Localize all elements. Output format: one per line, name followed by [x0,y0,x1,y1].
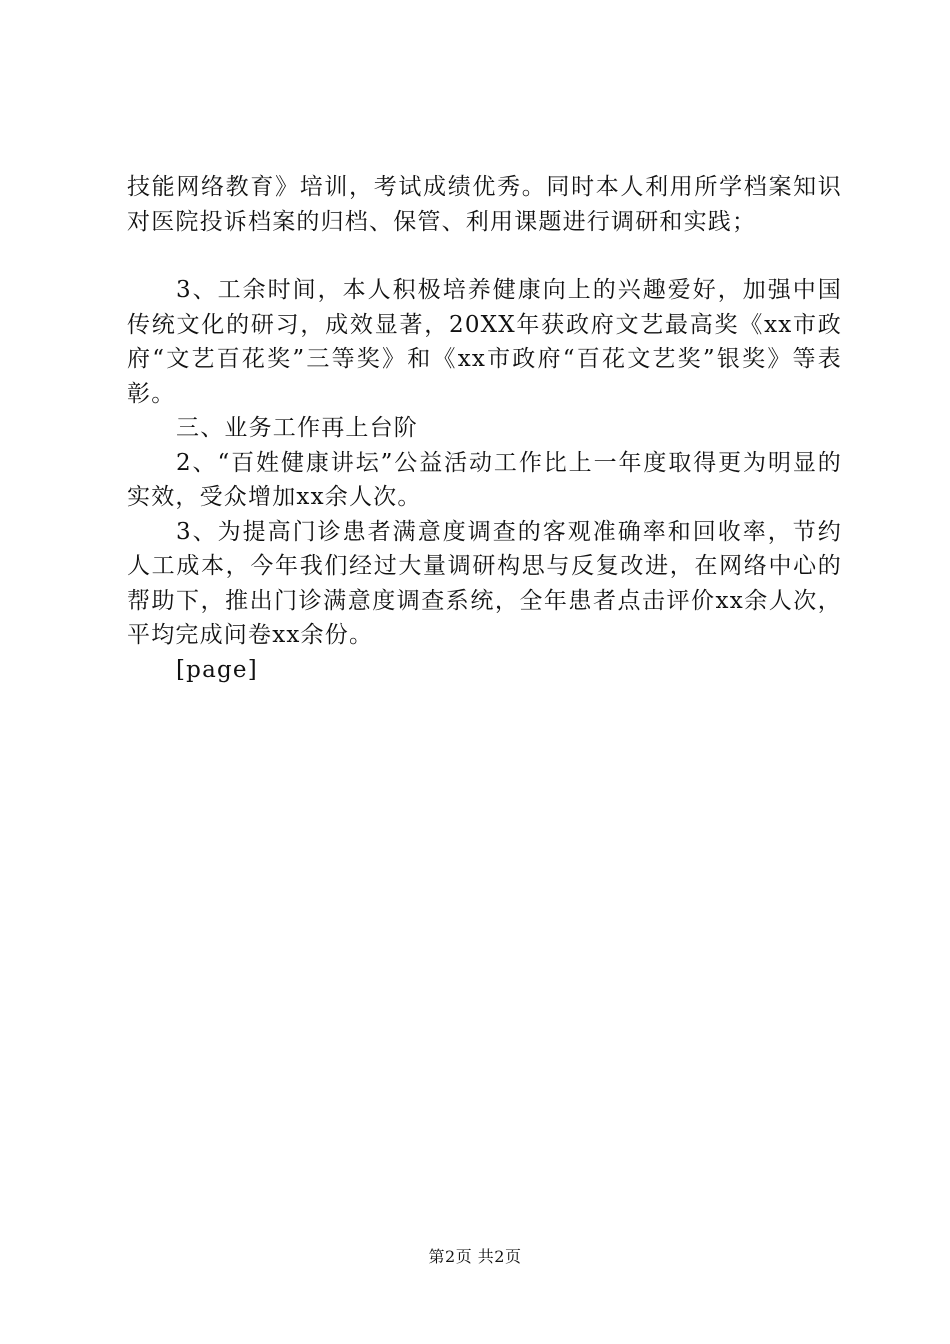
paragraph-gap [127,239,842,273]
page-marker: [page] [176,656,258,683]
paragraph-continuation: 技能网络教育》培训，考试成绩优秀。同时本人利用所学档案知识对医院投诉档案的归档、保管、利用课题进行调研和实践； [127,174,842,235]
paragraph-health-forum: 2、“百姓健康讲坛”公益活动工作比上一年度取得更为明显的实效，受众增加xx余人次。 [127,449,842,510]
paragraph-leisure: 3、工余时间，本人积极培养健康向上的兴趣爱好，加强中国传统文化的研习，成效显著，20XX年获政府文艺最高奖《xx市政府“文艺百花奖”三等奖》和《xx市政府“百花文艺奖”银奖》等表彰。 [127,277,842,407]
section-heading: 三、业务工作再上台阶 [176,415,418,441]
document-body [127,170,842,687]
paragraph-satisfaction-survey: 3、为提高门诊患者满意度调查的客观准确率和回收率，节约人工成本，今年我们经过大量调研构思与反复改进，在网络中心的帮助下，推出门诊满意度调查系统，全年患者点击评价xx余人次，平均完成问卷xx余份。 [127,518,842,648]
page-footer: 第2页 共2页 [428,1247,522,1266]
